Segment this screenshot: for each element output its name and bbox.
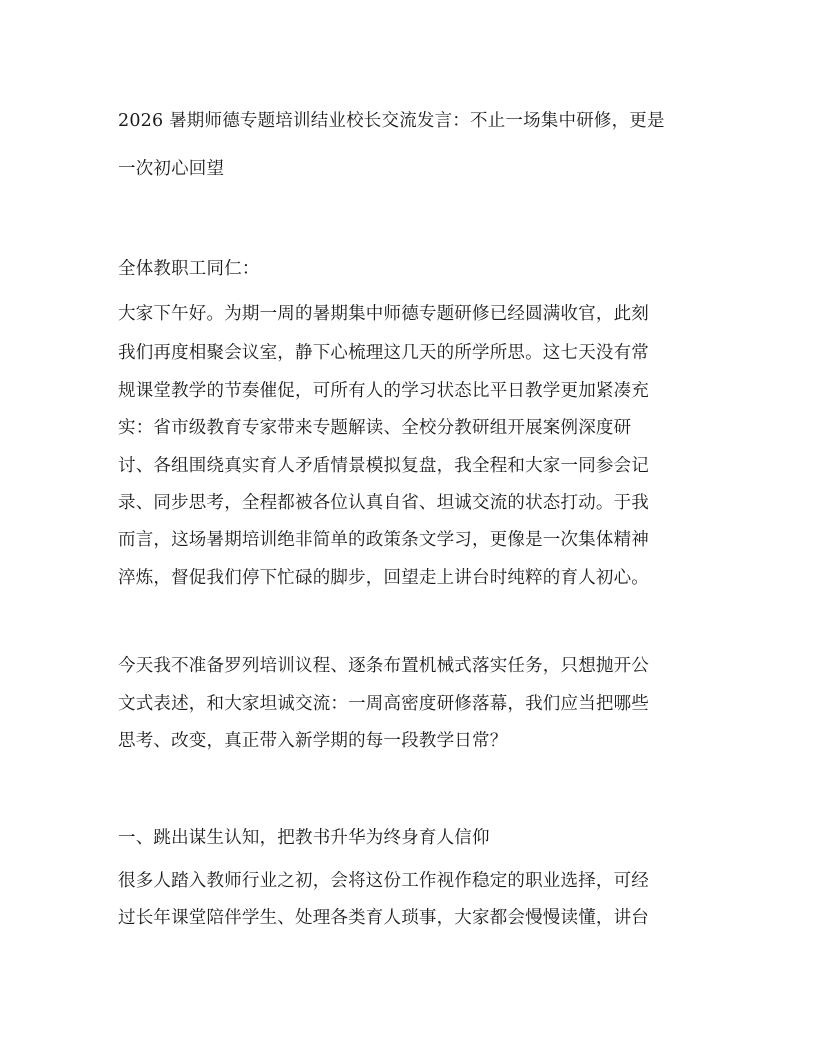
paragraph-3-line-2: 过长年课堂陪伴学生、处理各类育人琐事，大家都会慢慢读懂，讲台 <box>118 908 649 928</box>
paragraph-1-line-4: 实：省市级教育专家带来专题解读、全校分教研组开展案例深度研 <box>118 418 632 438</box>
paragraph-1-line-1: 大家下午好。为期一周的暑期集中师德专题研修已经圆满收官，此刻 <box>118 304 649 324</box>
paragraph-3-line-1: 很多人踏入教师行业之初，会将这份工作视作稳定的职业选择，可经 <box>118 871 649 891</box>
paragraph-1-line-3: 规课堂教学的节奏催促，可所有人的学习状态比平日教学更加紧凑充 <box>118 381 649 401</box>
document-title-line-2: 一次初心回望 <box>118 159 225 179</box>
salutation: 全体教职工同仁： <box>118 259 260 279</box>
paragraph-1-line-7: 而言，这场暑期培训绝非简单的政策条文学习，更像是一次集体精神 <box>118 530 649 550</box>
paragraph-1-line-5: 讨、各组围绕真实育人矛盾情景模拟复盘，我全程和大家一同参会记 <box>118 456 649 476</box>
paragraph-1-line-8: 淬炼，督促我们停下忙碌的脚步，回望走上讲台时纯粹的育人初心。 <box>118 568 649 588</box>
paragraph-1-line-6: 录、同步思考，全程都被各位认真自省、坦诚交流的状态打动。于我 <box>118 493 649 513</box>
paragraph-1-line-2: 我们再度相聚会议室，静下心梳理这几天的所学所思。这七天没有常 <box>118 343 649 363</box>
paragraph-2-line-3: 思考、改变，真正带入新学期的每一段教学日常？ <box>118 731 508 751</box>
paragraph-2-line-2: 文式表述，和大家坦诚交流：一周高密度研修落幕，我们应当把哪些 <box>118 694 649 714</box>
document-title-line-1: 2026 暑期师德专题培训结业校长交流发言：不止一场集中研修，更是 <box>118 111 665 131</box>
section-1-heading: 一、跳出谋生认知，把教书升华为终身育人信仰 <box>118 828 490 848</box>
paragraph-2-line-1: 今天我不准备罗列培训议程、逐条布置机械式落实任务，只想抛开公 <box>118 656 649 676</box>
